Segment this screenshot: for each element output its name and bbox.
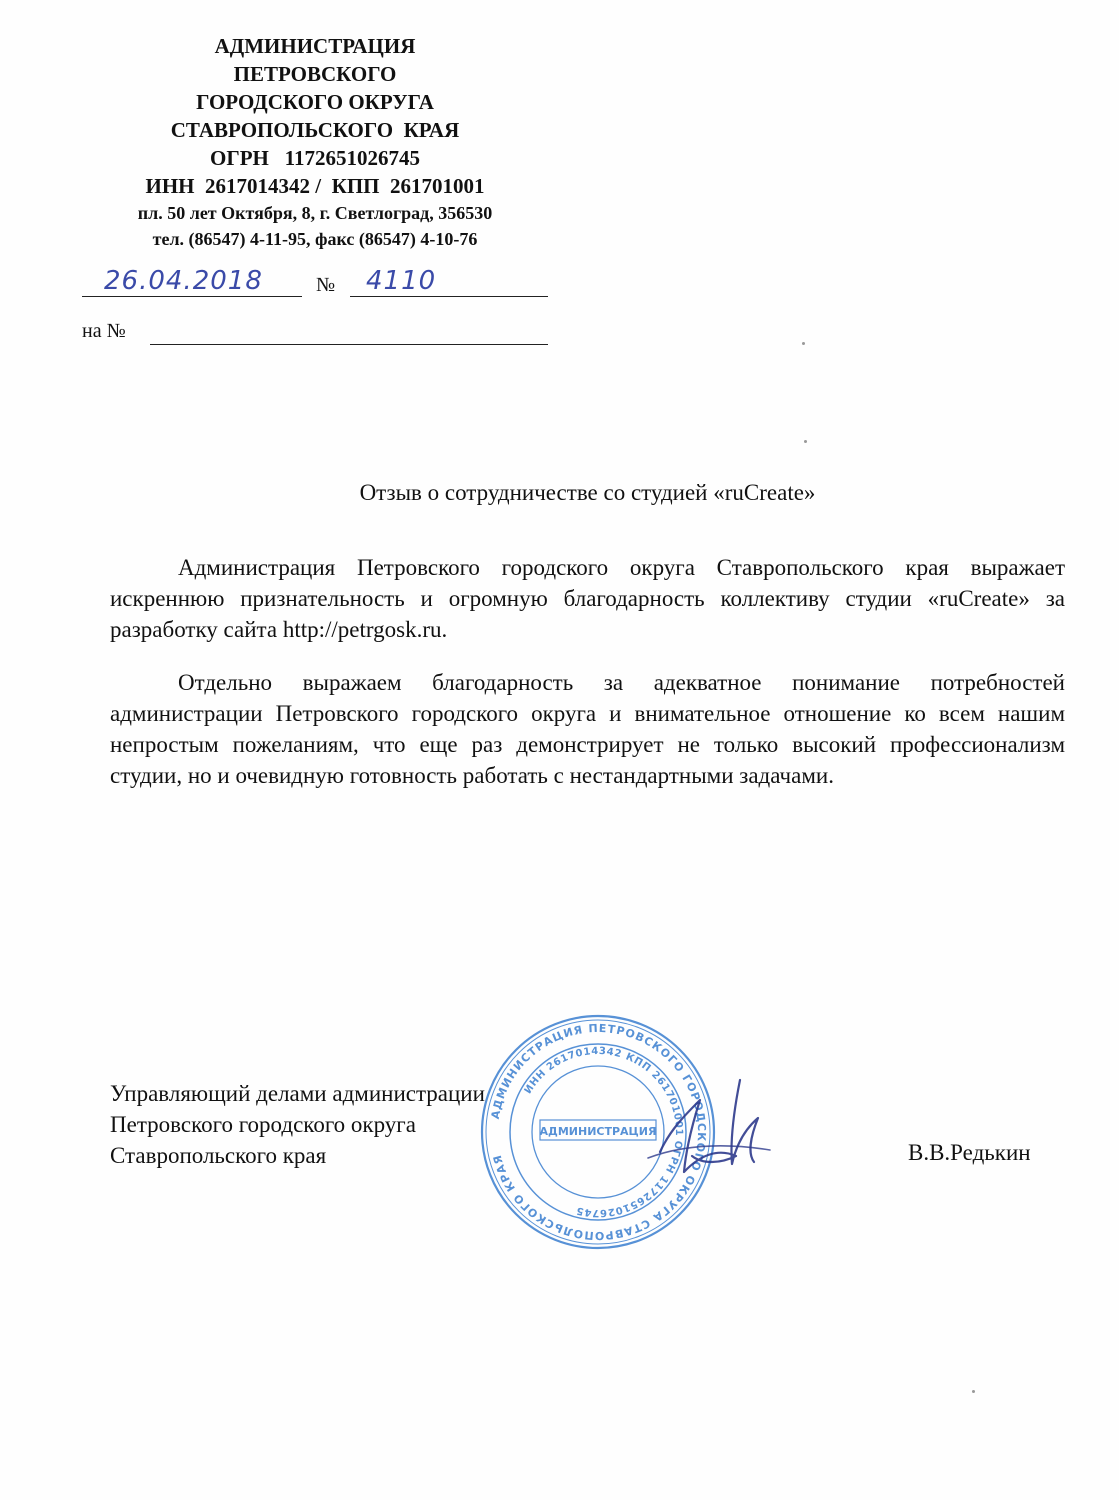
stamp-center-text: АДМИНИСТРАЦИЯ [539,1125,657,1138]
registration-number: 4110 [366,266,437,296]
reply-number-line [150,318,548,345]
scan-speck [802,342,805,345]
letterhead-org-line1: АДМИНИСТРАЦИЯ [214,34,416,58]
registration-row [82,264,552,304]
reply-row [82,318,552,350]
letterhead [80,32,550,252]
reply-label: на № [82,320,126,342]
registration-date: 26.04.2018 [104,266,263,296]
registration-number-sign: № [316,274,336,296]
letter-subject: Отзыв о сотрудничестве со студией «ruCreate» [359,480,816,505]
signer-position-line1: Управляющий делами администрации [110,1081,485,1106]
letterhead-address: пл. 50 лет Октября, 8, г. Светлоград, 356530 [137,203,493,223]
letterhead-org-line2: ПЕТРОВСКОГО [233,62,397,86]
stamp-outer-text: АДМИНИСТРАЦИЯ ПЕТРОВСКОГО ГОРОДСКОГО ОКРУГА СТАВРОПОЛЬСКОГО КРАЯ [488,1021,709,1243]
scan-speck [804,440,807,443]
signer-position-line2: Петровского городского округа [110,1112,416,1137]
signer-position-line3: Ставропольского края [110,1143,327,1168]
signer-name: В.В.Редькин [908,1140,1031,1165]
letter-paragraph-2: Отдельно выражаем благодарность за адекватное понимание потребностей администрации Петровского городского округа и внимательное отношение ко всем нашим непростым пожеланиям, что еще раз демонстрирует не только высокий профессионализм студии, но и очевидную готовность работать с нестандартными задачами. [110,670,1065,788]
handwritten-signature [640,1060,790,1190]
letterhead-org-line4: СТАВРОПОЛЬСКОГО КРАЯ [170,118,460,142]
scan-speck [972,1390,975,1393]
stamp-inner-text: ИНН 2617014342 КПП 261701001 ОГРН 1172651026745 [522,1045,685,1219]
letter-paragraph-1: Администрация Петровского городского округа Ставропольского края выражает искреннюю признательность и огромную благодарность коллективу студии «ruCreate» за разработку сайта http://petrgosk.ru. [110,555,1065,642]
letterhead-org-line3: ГОРОДСКОГО ОКРУГА [196,90,434,114]
letterhead-ogrn: ОГРН 1172651026745 [210,146,420,170]
letterhead-inn-kpp: ИНН 2617014342 / КПП 261701001 [145,174,485,198]
signature-block [110,1078,485,1171]
letterhead-phones: тел. (86547) 4-11-95, факс (86547) 4-10-76 [152,229,478,249]
